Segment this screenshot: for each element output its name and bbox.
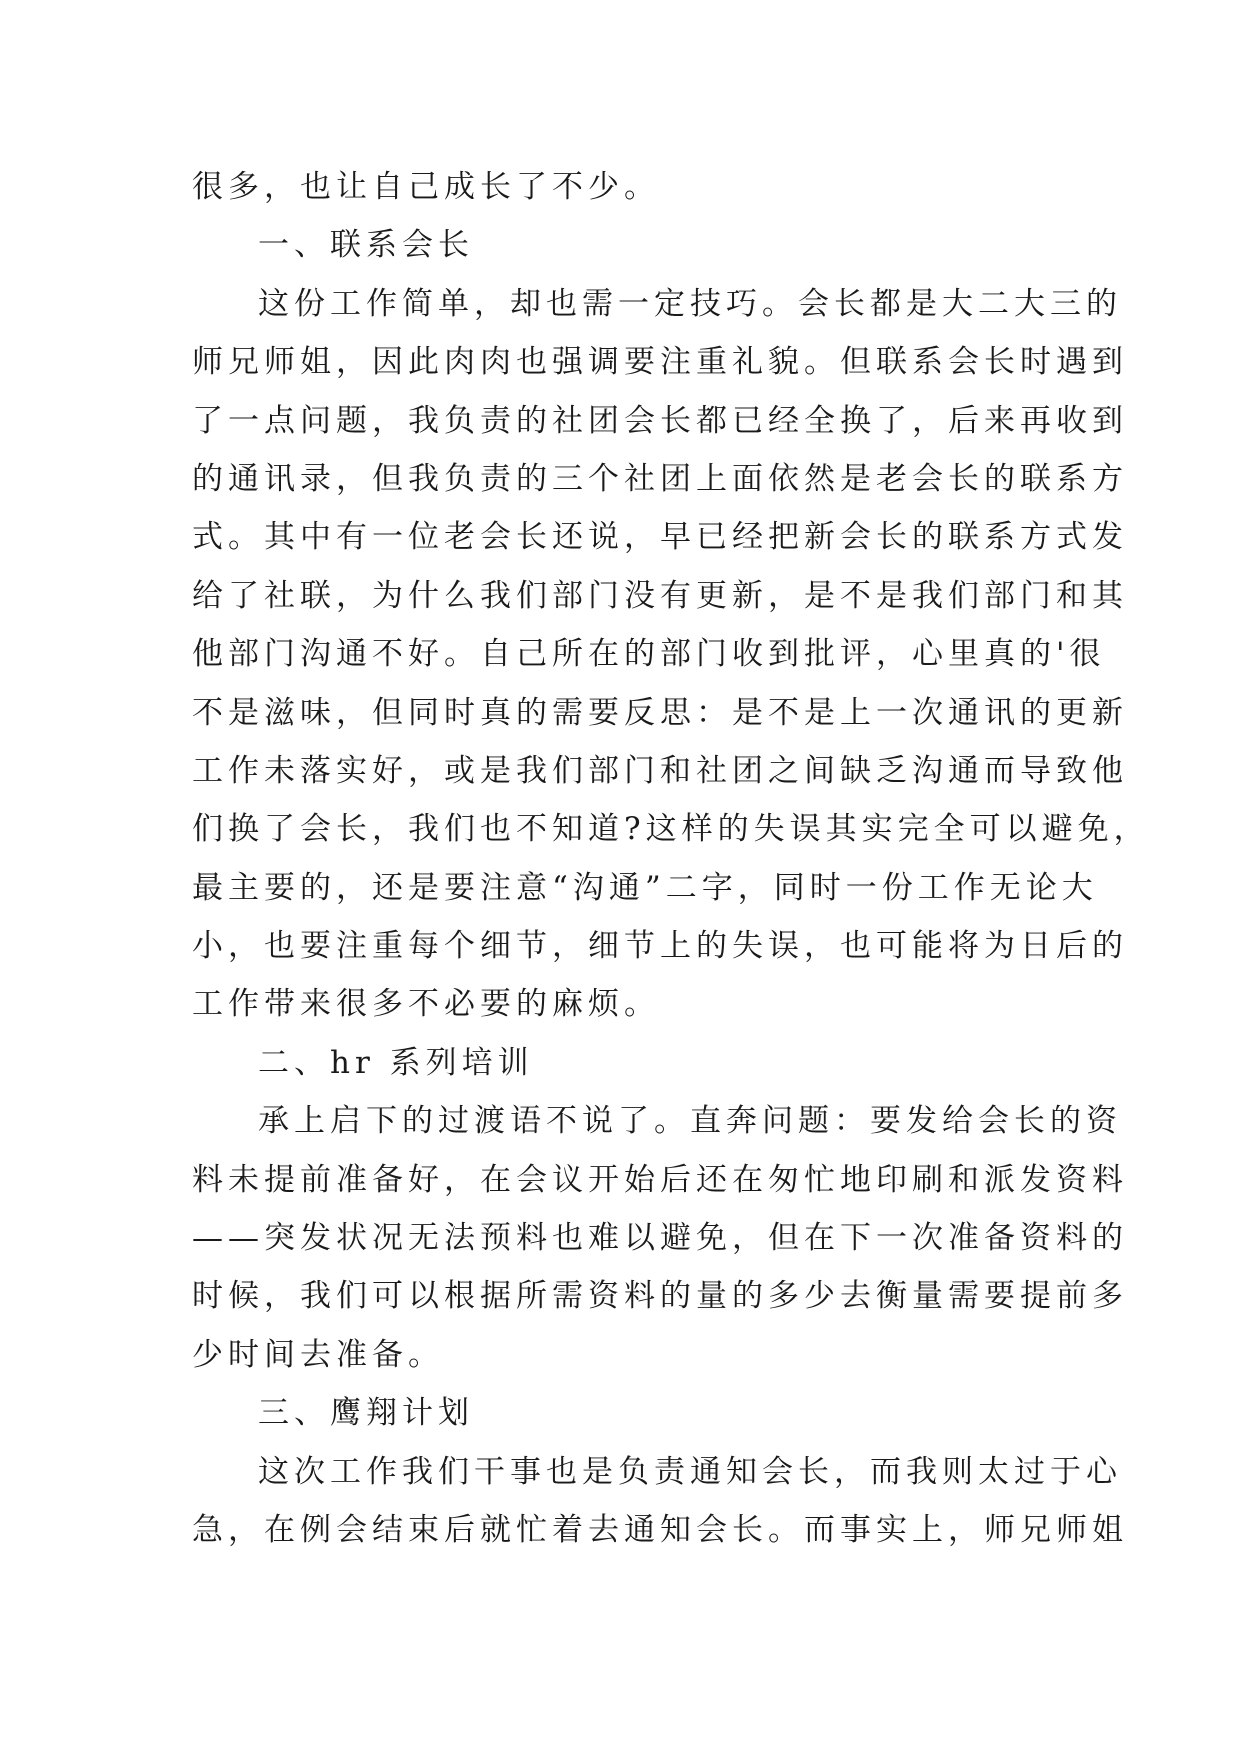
section-heading: 一、联系会长 <box>258 227 474 264</box>
text-line: 时候，我们可以根据所需资料的量的多少去衡量需要提前多 <box>192 1278 1128 1315</box>
text-line: 小，也要注重每个细节，细节上的失误，也可能将为日后的 <box>192 928 1128 965</box>
text-line: 给了社联，为什么我们部门没有更新，是不是我们部门和其 <box>192 577 1128 614</box>
text-line: 的通讯录，但我负责的三个社团上面依然是老会长的联系方 <box>192 460 1128 497</box>
text-line: 料未提前准备好，在会议开始后还在匆忙地印刷和派发资料 <box>192 1161 1128 1198</box>
text-line: 了一点问题，我负责的社团会长都已经全换了，后来再收到 <box>192 402 1128 439</box>
text-line: 少时间去准备。 <box>192 1336 444 1373</box>
text-line: 不是滋味，但同时真的需要反思：是不是上一次通讯的更新 <box>192 694 1128 731</box>
text-line: 他部门沟通不好。自己所在的部门收到批评，心里真的'很 <box>192 636 1106 673</box>
text-line: 承上启下的过渡语不说了。直奔问题：要发给会长的资 <box>258 1103 1122 1140</box>
text-line: 急，在例会结束后就忙着去通知会长。而事实上，师兄师姐 <box>192 1511 1128 1548</box>
text-line: 们换了会长，我们也不知道?这样的失误其实完全可以避免， <box>192 811 1150 848</box>
text-line: 式。其中有一位老会长还说，早已经把新会长的联系方式发 <box>192 519 1128 556</box>
text-line: 工作未落实好，或是我们部门和社团之间缺乏沟通而导致他 <box>192 752 1128 789</box>
section-heading: 二、hr 系列培训 <box>258 1044 534 1081</box>
text-line: 最主要的，还是要注意“沟通”二字，同时一份工作无论大 <box>192 869 1098 906</box>
document-body <box>192 158 1150 1559</box>
text-line: 师兄师姐，因此肉肉也强调要注重礼貌。但联系会长时遇到 <box>192 344 1128 381</box>
text-line: 这次工作我们干事也是负责通知会长，而我则太过于心 <box>258 1453 1122 1490</box>
section-heading: 三、鹰翔计划 <box>258 1395 474 1432</box>
text-line: 这份工作简单，却也需一定技巧。会长都是大二大三的 <box>258 285 1122 322</box>
text-line: ——突发状况无法预料也难以避免，但在下一次准备资料的 <box>192 1220 1128 1257</box>
text-line: 很多，也让自己成长了不少。 <box>192 169 660 205</box>
text-line: 工作带来很多不必要的麻烦。 <box>192 986 660 1023</box>
